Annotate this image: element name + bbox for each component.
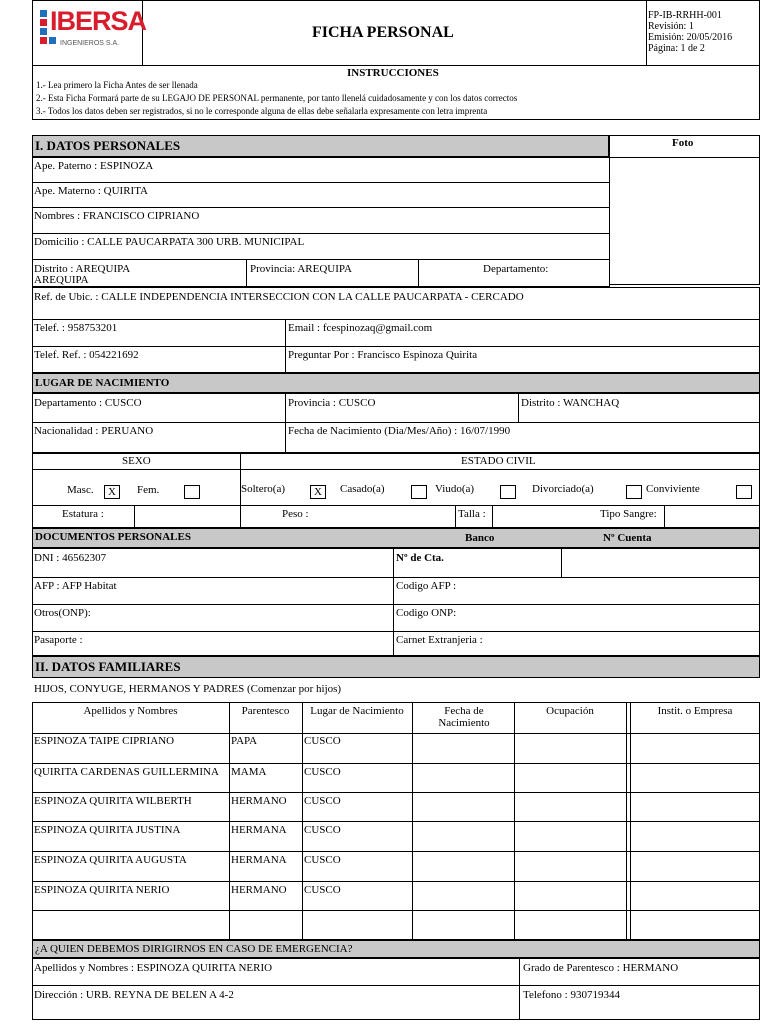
field-emerg-direccion: Dirección : URB. REYNA DE BELEN A 4-2	[34, 989, 234, 1001]
field-fecha-nacimiento: Fecha de Nacimiento (Dia/Mes/Año) : 16/07/1990	[288, 425, 511, 437]
tipo-sangre-label: Tipo Sangre:	[600, 508, 657, 520]
divorciado-label: Divorciado(a)	[532, 483, 594, 495]
section-emergencia: ¿A QUIEN DEBEMOS DIRIGIRNOS EN CASO DE EMERGENCIA?	[32, 940, 760, 958]
field-nac-distrito: Distrito : WANCHAQ	[521, 397, 620, 409]
field-nac-provincia: Provincia : CUSCO	[288, 397, 376, 409]
banco-label: Banco	[465, 532, 495, 544]
section-documentos: DOCUMENTOS PERSONALES Banco Nº Cuenta	[32, 528, 760, 548]
field-emerg-nombres: Apellidos y Nombres : ESPINOZA QUIRITA NERIO	[34, 962, 273, 974]
field-nacionalidad: Nacionalidad : PERUANO	[34, 425, 154, 437]
logo-subtext: INGENIEROS S.A.	[60, 40, 120, 47]
col-header-institucion: Instit. o Empresa	[657, 705, 733, 717]
field-nombres: Nombres : FRANCISCO CIPRIANO	[34, 210, 200, 222]
estatura-label: Estatura :	[62, 508, 104, 520]
doc-revision: Revisión: 1	[648, 21, 694, 32]
casado-checkbox[interactable]	[411, 485, 427, 499]
col-header-lugar: Lugar de Nacimiento	[310, 705, 404, 717]
field-dni: DNI : 46562307	[34, 552, 107, 564]
instructions-title: INSTRUCCIONES	[347, 67, 439, 79]
field-pasaporte: Pasaporte :	[34, 634, 83, 646]
conviviente-checkbox[interactable]	[736, 485, 752, 499]
field-distrito-cont: AREQUIPA	[34, 274, 89, 286]
field-n-cta: Nº de Cta.	[396, 552, 444, 564]
company-logo	[38, 4, 147, 62]
estado-civil-label: ESTADO CIVIL	[461, 455, 536, 467]
page-title: FICHA PERSONAL	[312, 24, 454, 41]
field-materno: Ape. Materno : QUIRITA	[34, 185, 148, 197]
field-codigo-onp: Codigo ONP:	[396, 607, 457, 619]
n-cuenta-label: Nº Cuenta	[603, 532, 652, 544]
instruction-2: 2.- Esta Ficha Formará parte de su LEGAJO DE PERSONAL permanente, por tanto llenelá cuidadosamente y con los datos correctos	[36, 93, 518, 103]
col-header-fecha: Fecha de Nacimiento	[438, 705, 490, 729]
logo-text: IBERSA	[50, 6, 147, 36]
field-carnet: Carnet Extranjeria :	[396, 634, 483, 646]
sexo-label: SEXO	[122, 455, 151, 467]
field-codigo-afp: Codigo AFP :	[396, 580, 457, 592]
field-ref-ubic: Ref. de Ubic. : CALLE INDEPENDENCIA INTERSECCION CON LA CALLE PAUCARPATA - CERCADO	[34, 291, 524, 303]
field-domicilio: Domicilio : CALLE PAUCARPATA 300 URB. MUNICIPAL	[34, 236, 305, 248]
instruction-1: 1.- Lea primero la Ficha Antes de ser llenada	[36, 80, 198, 90]
talla-label: Talla :	[458, 508, 486, 520]
field-telef-ref: Telef. Ref. : 054221692	[34, 349, 139, 361]
doc-pagina: Página: 1 de 2	[648, 43, 705, 54]
col-header-parentesco: Parentesco	[241, 705, 290, 717]
field-emerg-telefono: Telefono : 930719344	[523, 989, 620, 1001]
field-emerg-parentesco: Grado de Parentesco : HERMANO	[523, 962, 679, 974]
col-header-ocupacion: Ocupación	[546, 705, 594, 717]
soltero-label: Soltero(a)	[241, 483, 285, 495]
fem-label: Fem.	[137, 484, 160, 496]
casado-label: Casado(a)	[340, 483, 385, 495]
section-familiares: II. DATOS FAMILIARES	[32, 656, 760, 678]
field-provincia: Provincia: AREQUIPA	[250, 263, 352, 275]
instruction-3: 3.- Todos los datos deben ser registrados, si no le corresponde alguna de ellas debe señalarla expresamente con letra imprenta	[36, 106, 488, 116]
doc-emision: Emisión: 20/05/2016	[648, 32, 733, 43]
masc-label: Masc.	[67, 484, 94, 496]
field-distrito: Distrito : AREQUIPA	[34, 263, 131, 275]
peso-label: Peso :	[282, 508, 309, 520]
fem-checkbox[interactable]	[184, 485, 200, 499]
viudo-label: Viudo(a)	[435, 483, 475, 495]
doc-code: FP-IB-RRHH-001	[648, 10, 722, 21]
field-afp: AFP : AFP Habitat	[34, 580, 117, 592]
field-email: Email : fcespinozaq@gmail.com	[288, 322, 433, 334]
viudo-checkbox[interactable]	[500, 485, 516, 499]
field-telef: Telef. : 958753201	[34, 322, 118, 334]
field-preguntar: Preguntar Por : Francisco Espinoza Quirita	[288, 349, 478, 361]
familiares-subtitle: HIJOS, CONYUGE, HERMANOS Y PADRES (Comenzar por hijos)	[34, 683, 342, 695]
soltero-checkbox[interactable]: X	[310, 485, 326, 499]
field-nac-departamento: Departamento : CUSCO	[34, 397, 142, 409]
col-header-nombres: Apellidos y Nombres	[83, 705, 178, 717]
field-paterno: Ape. Paterno : ESPINOZA	[34, 160, 154, 172]
section-nacimiento: LUGAR DE NACIMIENTO	[32, 373, 760, 393]
section-datos-personales: I. DATOS PERSONALES	[32, 135, 609, 157]
field-departamento: Departamento:	[483, 263, 549, 275]
divorciado-checkbox[interactable]	[626, 485, 642, 499]
masc-checkbox[interactable]: X	[104, 485, 120, 499]
field-otros: Otros(ONP):	[34, 607, 91, 619]
photo-label: Foto	[672, 137, 694, 149]
conviviente-label: Conviviente	[646, 483, 700, 495]
